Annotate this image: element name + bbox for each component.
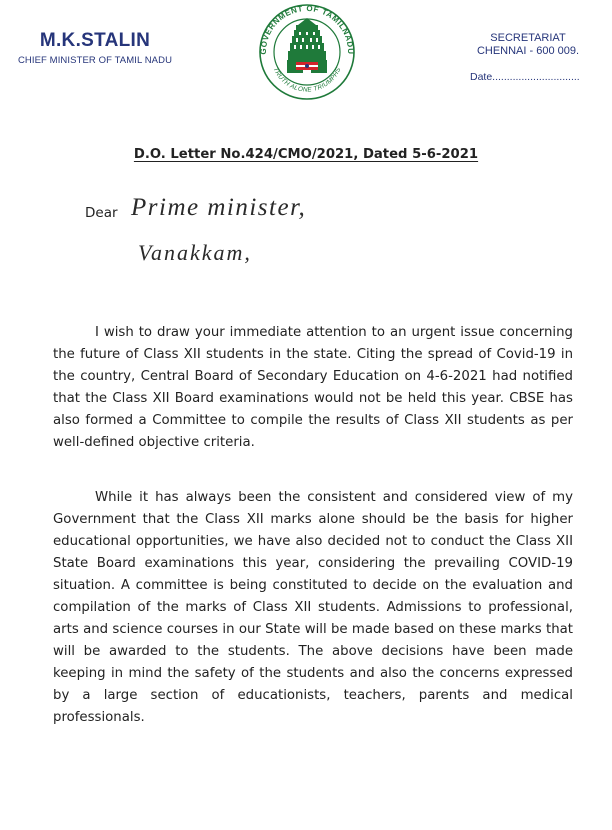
handwritten-salutation: Prime minister, <box>131 194 307 221</box>
date-field: Date.............................. <box>470 71 580 83</box>
emblem-motto-text: TRUTH ALONE TRIUMPHS <box>271 66 343 94</box>
office-address: CHENNAI - 600 009. <box>476 45 580 57</box>
sender-name: M.K.STALIN <box>39 30 151 51</box>
office-name: SECRETARIAT <box>490 32 566 44</box>
salutation-prefix: Dear <box>85 205 118 221</box>
body-paragraph: While it has always been the consistent and considered view of my Government that the Class XII marks alone should be the basis for higher educational opportunities, we have also decided not to conduct the Class XII State Board examinations this year, considering the prevailing COVID-19 situation. A committee is being constituted to decide on the evaluation and compilation of the marks of Class XII students. Admissions to professional, arts and science courses in our State will be made based on these marks that will be awarded to the students. The above decisions have been made keeping in mind the safety of the students and also the concerns expressed by a large section of educationists, teachers, parents and medical professionals. <box>53 490 573 725</box>
letterhead-sender <box>0 30 190 66</box>
handwritten-greeting: Vanakkam, <box>138 240 252 265</box>
letterhead-address <box>458 32 598 58</box>
letter-reference: D.O. Letter No.424/CMO/2021, Dated 5-6-2021 <box>133 147 479 162</box>
sender-designation: CHIEF MINISTER OF TAMIL NADU <box>17 55 173 66</box>
emblem-top-text: GOVERNMENT OF TAMILNADU <box>258 3 356 55</box>
tamil-nadu-emblem <box>252 2 362 102</box>
body-paragraph: I wish to draw your immediate attention to an urgent issue concerning the future of Class XII students in the state. Citing the spread of Covid-19 in the country, Central Board of Secondary Education on 4-6-2021 had notified that the Class XII Board examinations would not be held this year. CBSE has also formed a Committee to compile the results of Class XII students as per well-defined objective criteria. <box>53 325 573 450</box>
